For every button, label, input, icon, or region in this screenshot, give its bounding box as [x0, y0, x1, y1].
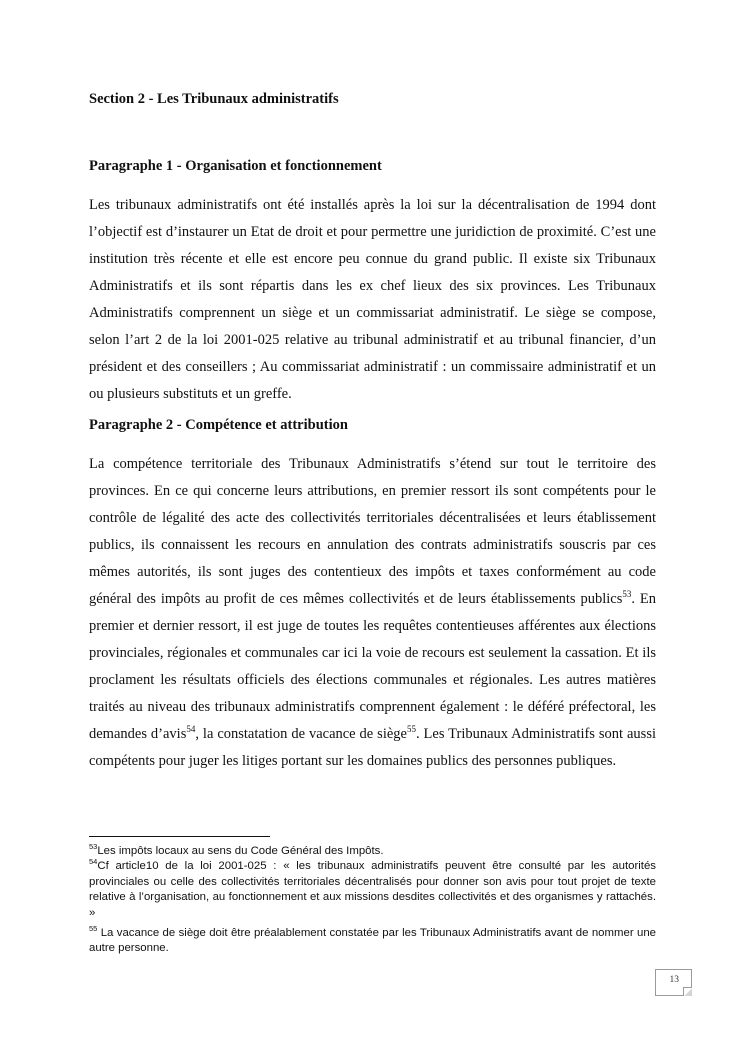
footnote-text: Cf article10 de la loi 2001-025 : « les tribunaux administratifs peuvent être consulté par les autorités provinciales ou celle des collectivités territoriales décentralisés pour donner son avis pour tout projet de texte relative à l’organisation, au fonctionnement et aux missions desdites collectivités et des organismes y rattachés. » — [89, 860, 656, 919]
footnote-text: Les impôts locaux au sens du Code Général des Impôts. — [97, 845, 384, 857]
paragraph-2-text-part-1: La compétence territoriale des Tribunaux Administratifs s’étend sur tout le territoire des provinces. En ce qui concerne leurs attributions, en premier ressort ils sont compétents pour le contrôle de légalité des acte des collectivités territoriales décentralisées et leurs établissement publics, ils connaissent les recours en annulation des contrats administratifs souscris par ces mêmes autorités, ils sont juges des contentieux des impôts et taxes conformément au code général des impôts au profit de ces mêmes collectivités et de leurs établissements publics — [89, 456, 656, 607]
footnotes — [89, 844, 656, 957]
paragraph-1-text: Les tribunaux administratifs ont été installés après la loi sur la décentralisation de 1994 dont l’objectif est d’instaurer un Etat de droit et pour permettre une juridiction de proximité. C’est une institution très récente et elle est encore peu connue du grand public. Il existe six Tribunaux Administratifs et ils sont répartis dans les ex chef lieux des six provinces. Les Tribunaux Administratifs comprennent un siège et un commissariat administratif. Le siège se compose, selon l’art 2 de la loi 2001-025 relative au tribunal administratif et au tribunal financier, d’un président et des conseillers ; Au commissariat administratif : un commissaire administratif et un ou plusieurs substituts et un greffe. — [89, 197, 656, 402]
footnote-55 — [89, 926, 656, 957]
footnote-number: 54 — [89, 857, 98, 867]
page-number-box — [655, 969, 692, 996]
section-title: Section 2 - Les Tribunaux administratifs — [89, 91, 339, 107]
footnote-ref-55: 55 — [406, 724, 416, 735]
footnote-number: 53 — [89, 842, 98, 852]
footnote-ref-54: 54 — [186, 724, 196, 735]
main-content — [89, 86, 656, 775]
paragraph-2-text-part-2: . En premier et dernier ressort, il est juge de toutes les requêtes contentieuses afférentes aux élections provinciales, régionales et communales car ici la voie de recours est seulement la cassation. Et ils proclament les résultats officiels des élections communales et régionales. Les autres matières traités au niveau des tribunaux administratifs comprennent également : le déféré préfectoral, les demandes d’avis — [89, 591, 656, 742]
footnote-number: 55 — [89, 924, 98, 934]
paragraph-1-title: Paragraphe 1 - Organisation et fonctionnement — [89, 158, 382, 174]
footnote-separator — [89, 836, 270, 837]
footnote-text: La vacance de siège doit être préalablement constatée par les Tribunaux Administratifs avant de nommer une autre personne. — [89, 927, 656, 955]
footnote-54 — [89, 859, 656, 921]
paragraph-2-text-part-3: , la constatation de vacance de siège — [195, 726, 407, 742]
page-curl-decoration — [683, 987, 692, 996]
paragraph-2-text-part-4: . Les Tribunaux Administratifs sont aussi compétents pour juger les litiges portant sur les domaines publics des personnes publiques. — [89, 726, 656, 769]
footnote-53 — [89, 844, 656, 859]
paragraph-2-text — [89, 451, 656, 775]
footnote-ref-53: 53 — [622, 589, 632, 600]
paragraph-2-title: Paragraphe 2 - Compétence et attribution — [89, 417, 348, 433]
page-number: 13 — [669, 975, 679, 985]
